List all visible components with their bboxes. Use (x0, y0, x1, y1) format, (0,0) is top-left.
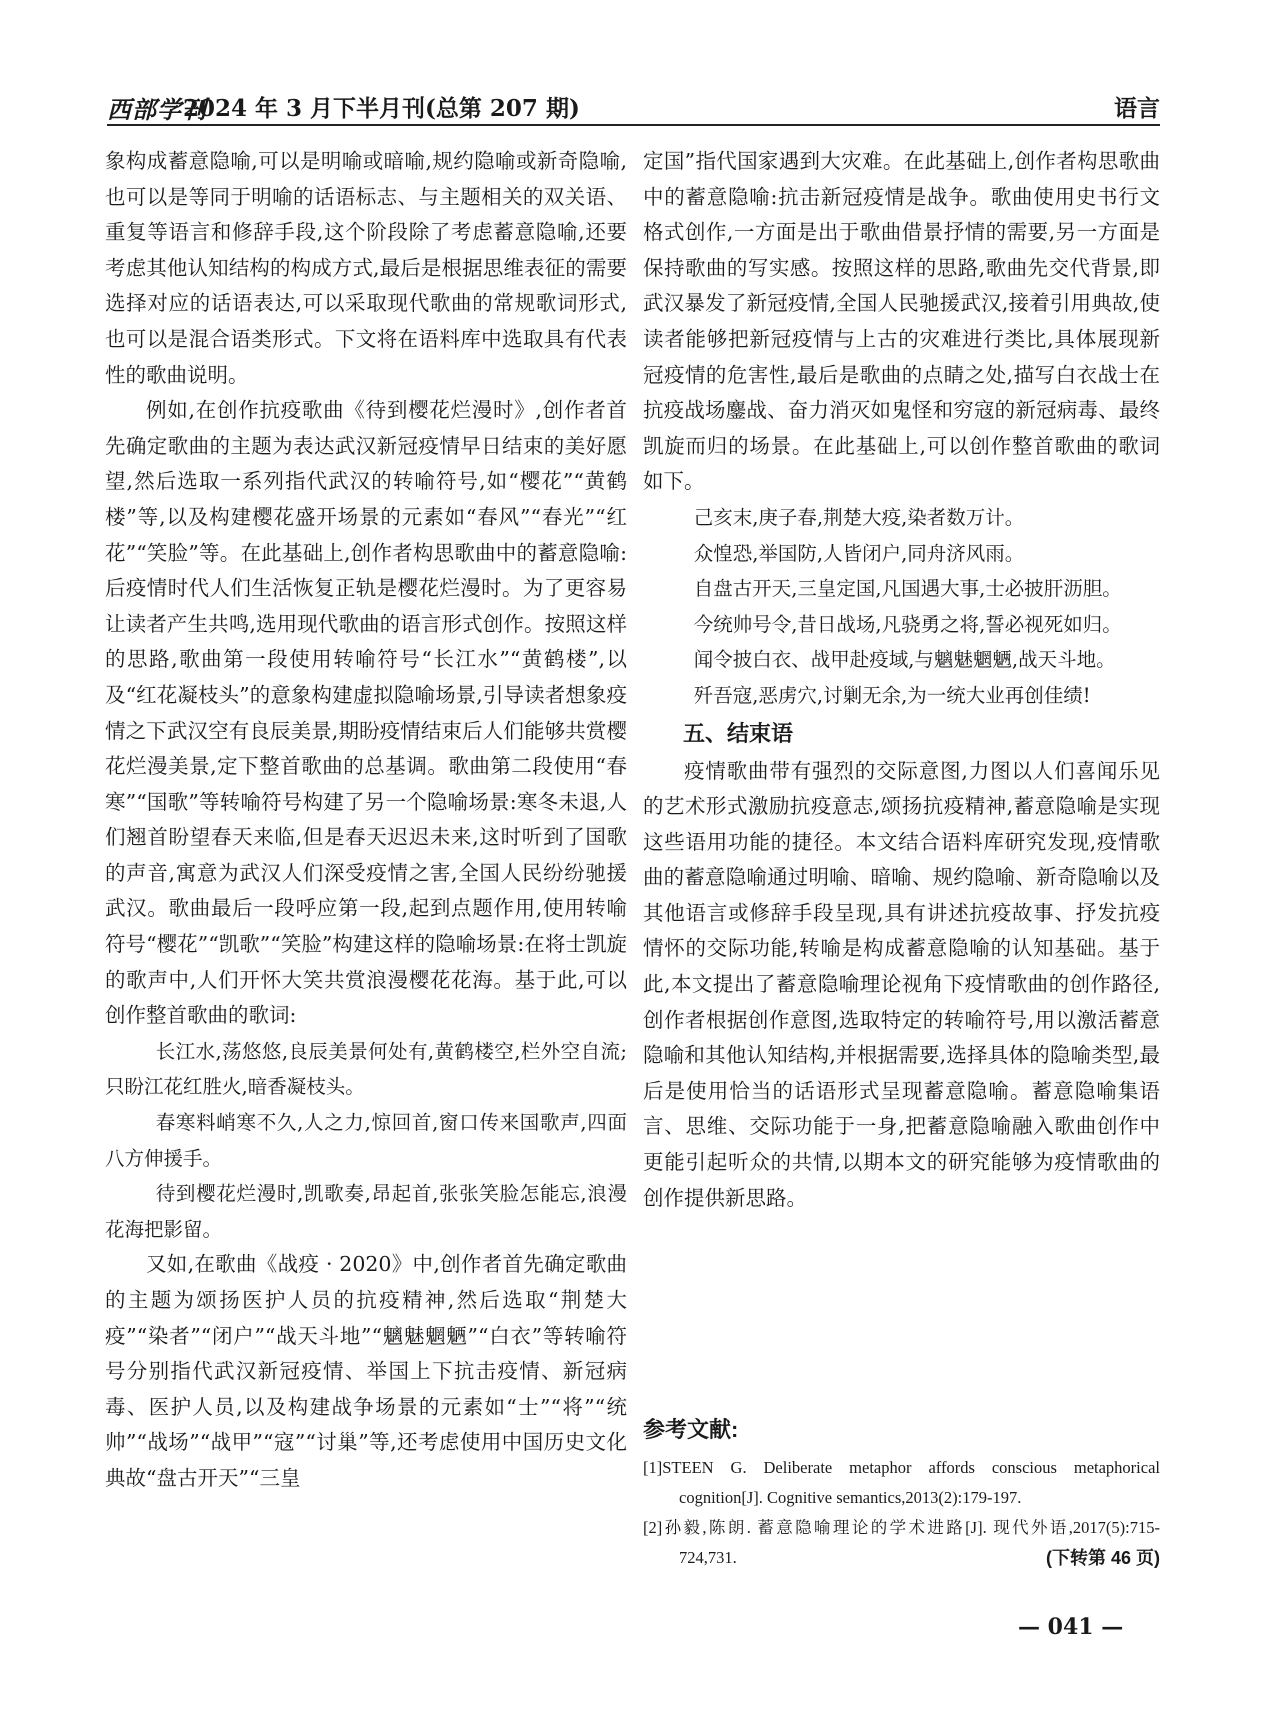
reference-item (643, 1513, 1160, 1573)
lyric-line: 今统帅号令,昔日战场,凡骁勇之将,誓必视死如归。 (693, 612, 1122, 636)
page-number: — 041 — (1018, 1614, 1124, 1640)
paragraph: 象构成蓄意隐喻,可以是明喻或暗喻,规约隐喻或新奇隐喻,也可以是等同于明喻的话语标志、与主题相关的双关语、重复等语言和修辞手段,这个阶段除了考虑蓄意隐喻,还要考虑其他认知结构的构成方式,最后是根据思维表征的需要选择对应的话语表达,可以采取现代歌曲的常规歌词形式,也可以是混合语类形式。下文将在语料库中选取具有代表性的歌曲说明。 (105, 149, 627, 387)
continued-note: (下转第 46 页) (1045, 1548, 1160, 1568)
issue-info: 2024 年 3 月下半月刊(总第 207 期) (183, 95, 580, 122)
right-column (643, 144, 1160, 1216)
section-heading: 五、结束语 (683, 720, 794, 746)
lyric-line: 歼吾寇,恶虏穴,讨剿无余,为一统大业再创佳绩! (693, 683, 1091, 707)
journal-logo: 西部学刊 (107, 95, 207, 124)
lyric-line: 闻令披白衣、战甲赴疫域,与魑魅魍魉,战天斗地。 (693, 648, 1116, 672)
paragraph: 例如,在创作抗疫歌曲《待到樱花烂漫时》,创作者首先确定歌曲的主题为表达武汉新冠疫情早日结束的美好愿望,然后选取一系列指代武汉的转喻符号,如“樱花”“黄鹤楼”等,以及构建樱花盛开场景的元素如“春风”“春光”“红花”“笑脸”等。在此基础上,创作者构思歌曲中的蓄意隐喻:后疫情时代人们生活恢复正轨是樱花烂漫时。为了更容易让读者产生共鸣,选用现代歌曲的语言形式创作。按照这样的思路,歌曲第一段使用转喻符号“长江水”“黄鹤楼”,以及“红花凝枝头”的意象构建虚拟隐喻场景,引导读者想象疫情之下武汉空有良辰美景,期盼疫情结束后人们能够共赏樱花烂漫美景,定下整首歌曲的总基调。歌曲第二段使用“春寒”“国歌”等转喻符号构建了另一个隐喻场景:寒冬未退,人们翘首盼望春天来临,但是春天迟迟未来,这时听到了国歌的声音,寓意为武汉人们深受疫情之害,全国人民纷纷驰援武汉。歌曲最后一段呼应第一段,起到点题作用,使用转喻符号“樱花”“凯歌”“笑脸”构建这样的隐喻场景:在将士凯旋的歌声中,人们开怀大笑共赏浪漫樱花花海。基于此,可以创作整首歌曲的歌词: (105, 398, 627, 1028)
page-header (107, 86, 1160, 126)
reference-text: [2]孙毅,陈朗. 蓄意隐喻理论的学术进路[J]. 现代外语,2017(5):715-724,731. (643, 1518, 1160, 1567)
lyric-line: 长江水,荡悠悠,良辰美景何处有,黄鹤楼空,栏外空自流;只盼江花红胜火,暗香凝枝头。 (105, 1039, 627, 1099)
references-title: 参考文献: (643, 1417, 739, 1442)
lyric-line: 待到樱花烂漫时,凯歌奏,昂起首,张张笑脸怎能忘,浪漫花海把影留。 (105, 1182, 627, 1241)
lyrics-block (643, 500, 1160, 714)
header-rule (107, 124, 1160, 126)
left-column (105, 144, 627, 1497)
paragraph: 定国”指代国家遇到大灾难。在此基础上,创作者构思歌曲中的蓄意隐喻:抗击新冠疫情是战争。歌曲使用史书行文格式创作,一方面是出于歌曲借景抒情的需要,另一方面是保持歌曲的写实感。按照这样的思路,歌曲先交代背景,即武汉暴发了新冠疫情,全国人民驰援武汉,接着引用典故,使读者能够把新冠疫情与上古的灾难进行类比,具体展现新冠疫情的危害性,最后是歌曲的点睛之处,描写白衣战士在抗疫战场鏖战、奋力消灭如鬼怪和穷寇的新冠病毒、最终凯旋而归的场景。在此基础上,可以创作整首歌曲的歌词如下。 (643, 149, 1160, 494)
lyric-line: 春寒料峭寒不久,人之力,惊回首,窗口传来国歌声,四面八方伸援手。 (105, 1111, 627, 1170)
paragraph: 又如,在歌曲《战疫 · 2020》中,创作者首先确定歌曲的主题为颂扬医护人员的抗疫精神,然后选取“荆楚大疫”“染者”“闭户”“战天斗地”“魑魅魍魉”“白衣”等转喻符号分别指代武汉新冠疫情、举国上下抗击疫情、新冠病毒、医护人员,以及构建战争场景的元素如“士”“将”“统帅”“战场”“战甲”“寇”“讨巢”等,还考虑使用中国历史文化典故“盘古开天”“三皇 (105, 1252, 627, 1490)
lyric-line: 自盘古开天,三皇定国,凡国遇大事,士必披肝沥胆。 (693, 577, 1122, 601)
lyric-line: 众惶恐,举国防,人皆闭户,同舟济风雨。 (693, 541, 1025, 565)
reference-item: [1]STEEN G. Deliberate metaphor affords conscious metaphorical cognition[J]. Cognitive semantics,2013(2):179-197. (643, 1458, 1160, 1507)
references (643, 1413, 1160, 1573)
section-label: 语言 (1114, 95, 1160, 122)
lyrics-block (105, 1034, 627, 1248)
paragraph: 疫情歌曲带有强烈的交际意图,力图以人们喜闻乐见的艺术形式激励抗疫意志,颂扬抗疫精神,蓄意隐喻是实现这些语用功能的捷径。本文结合语料库研究发现,疫情歌曲的蓄意隐喻通过明喻、暗喻、规约隐喻、新奇隐喻以及其他语言或修辞手段呈现,具有讲述抗疫故事、抒发抗疫情怀的交际功能,转喻是构成蓄意隐喻的认知基础。基于此,本文提出了蓄意隐喻理论视角下疫情歌曲的创作路径,创作者根据创作意图,选取特定的转喻符号,用以激活蓄意隐喻和其他认知结构,并根据需要,选择具体的隐喻类型,最后是使用恰当的话语形式呈现蓄意隐喻。蓄意隐喻集语言、思维、交际功能于一身,把蓄意隐喻融入歌曲创作中更能引起听众的共情,以期本文的研究能够为疫情歌曲的创作提供新思路。 (643, 758, 1160, 1210)
lyric-line: 己亥末,庚子春,荆楚大疫,染者数万计。 (693, 505, 1025, 529)
